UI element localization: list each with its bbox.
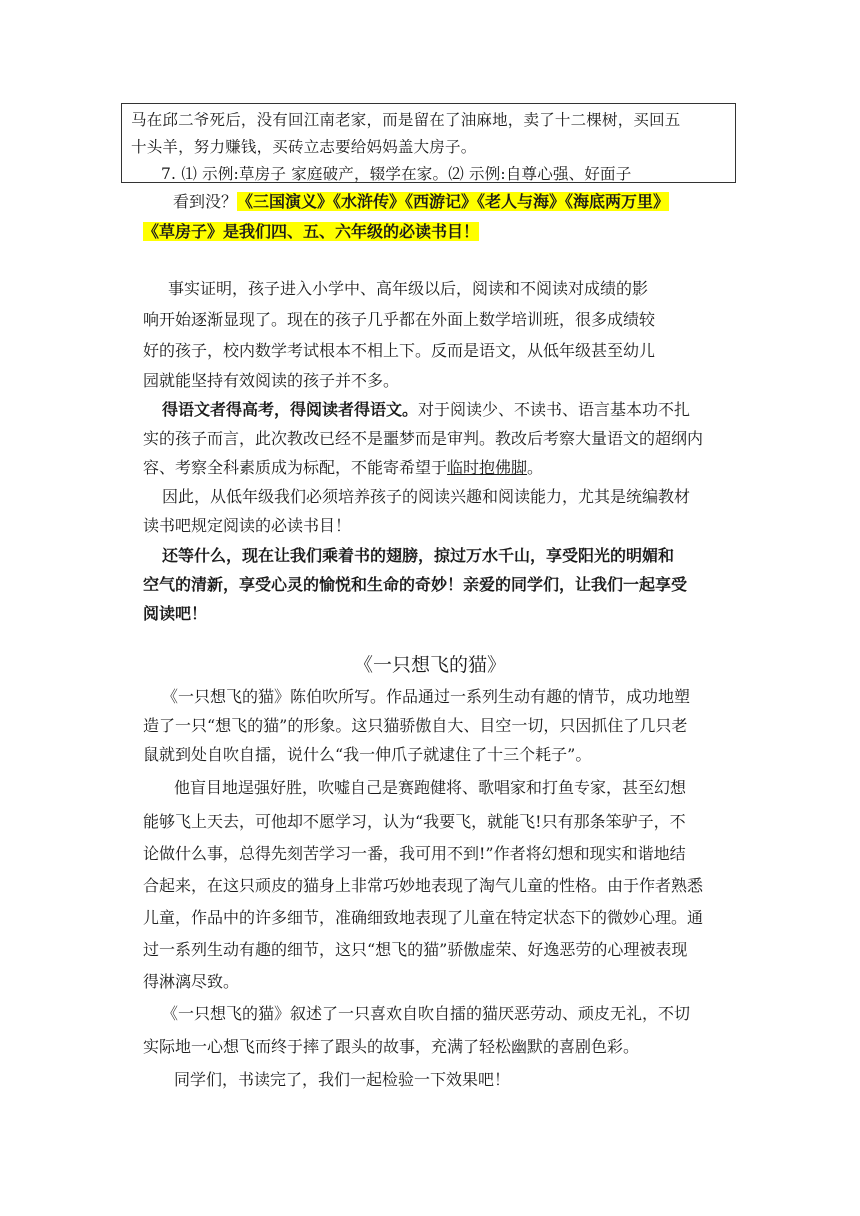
p6-line-7: 得淋漓尽致。	[143, 972, 240, 991]
highlight-line-1	[173, 189, 669, 212]
p6-line-2: 能够飞上天去，可他却不愿学习，认为“我要飞，就能飞!只有那条笨驴子，不	[143, 812, 686, 831]
p2-underlined: 临时抱佛脚	[447, 458, 528, 477]
answer-box-line-2: 十头羊，努力赚钱，买砖立志要给妈妈盖大房子。	[131, 138, 477, 156]
p2-line-2: 实的孩子而言，此次教改已经不是噩梦而是审判。教改后考察大量语文的超纲内	[143, 429, 704, 448]
p5-line-3: 鼠就到处自吹自擂，说什么“我一伸爪子就逮住了十三个耗子”。	[143, 745, 592, 764]
p6-line-3: 论做什么事，总得先刻苦学习一番，我可用不到!”作者将幻想和现实和谐地结	[143, 844, 686, 863]
p2-bold-lead: 得语文者得高考，得阅读者得语文。	[162, 400, 419, 419]
p2-line-3b: 。	[527, 458, 544, 477]
p8-line-1: 同学们，书读完了，我们一起检验一下效果吧！	[174, 1070, 511, 1089]
p4-line-2: 空气的清新，享受心灵的愉悦和生命的奇妙！亲爱的同学们，让我们一起享受	[143, 575, 688, 594]
p2-rest: 对于阅读少、不读书、语言基本功不扎	[418, 400, 691, 419]
p1-line-3: 好的孩子，校内数学考试根本不相上下。反而是语文，从低年级甚至幼儿	[143, 341, 656, 360]
p3-line-1: 因此，从低年级我们必须培养孩子的阅读兴趣和阅读能力，尤其是统编教材	[162, 487, 691, 506]
p4-line-1: 还等什么，现在让我们乘着书的翅膀，掠过万水千山，享受阳光的明媚和	[162, 546, 675, 565]
p6-line-5: 儿童，作品中的许多细节，准确细致地表现了儿童在特定状态下的微妙心理。通	[143, 908, 704, 927]
p1-line-1: 事实证明，孩子进入小学中、高年级以后，阅读和不阅读对成绩的影	[168, 279, 649, 298]
p2-line-3	[143, 455, 543, 478]
p2-line-3a: 容、考察全科素质成为标配，不能寄希望于	[143, 458, 448, 477]
answer-box-line-3: 7. ⑴ 示例:草房子 家庭破产，辍学在家。⑵ 示例:自尊心强、好面子	[161, 165, 632, 183]
p6-line-1: 他盲目地逞强好胜，吹嘘自己是赛跑健将、歌唱家和打鱼专家，甚至幻想	[174, 778, 687, 797]
p1-line-4: 园就能坚持有效阅读的孩子并不多。	[143, 371, 400, 390]
p3-line-2: 读书吧规定阅读的必读书目！	[143, 516, 352, 535]
p5-line-2: 造了一只“想飞的猫”的形象。这只猫骄傲自大、目空一切，只因抓住了几只老	[143, 716, 688, 735]
p2-line-1	[162, 397, 690, 420]
highlight-books-1: 《三国演义》《水浒传》《西游记》《老人与海》《海底两万里》	[237, 192, 670, 211]
highlight-lead: 看到没？	[173, 192, 238, 211]
p6-line-4: 合起来，在这只顽皮的猫身上非常巧妙地表现了淘气儿童的性格。由于作者熟悉	[143, 876, 704, 895]
section-title: 《一只想飞的猫》	[353, 654, 506, 676]
p7-line-1: 《一只想飞的猫》叙述了一只喜欢自吹自擂的猫厌恶劳动、顽皮无礼，不切	[162, 1004, 691, 1023]
answer-box-line-1: 马在邱二爷死后，没有回江南老家，而是留在了油麻地，卖了十二棵树，买回五	[131, 111, 681, 129]
p7-line-2: 实际地一心想飞而终于摔了跟头的故事，充满了轻松幽默的喜剧色彩。	[143, 1037, 640, 1056]
highlight-books-2: 《草房子》是我们四、五、六年级的必读书目！	[143, 222, 480, 241]
p6-line-6: 过一系列生动有趣的细节，这只“想飞的猫”骄傲虚荣、好逸恶劳的心理被表现	[143, 940, 688, 959]
p4-line-3: 阅读吧！	[143, 604, 208, 623]
p5-line-1: 《一只想飞的猫》陈伯吹所写。作品通过一系列生动有趣的情节，成功地塑	[162, 687, 691, 706]
p1-line-2: 响开始逐渐显现了。现在的孩子几乎都在外面上数学培训班，很多成绩较	[143, 310, 656, 329]
highlight-line-2	[143, 219, 479, 242]
